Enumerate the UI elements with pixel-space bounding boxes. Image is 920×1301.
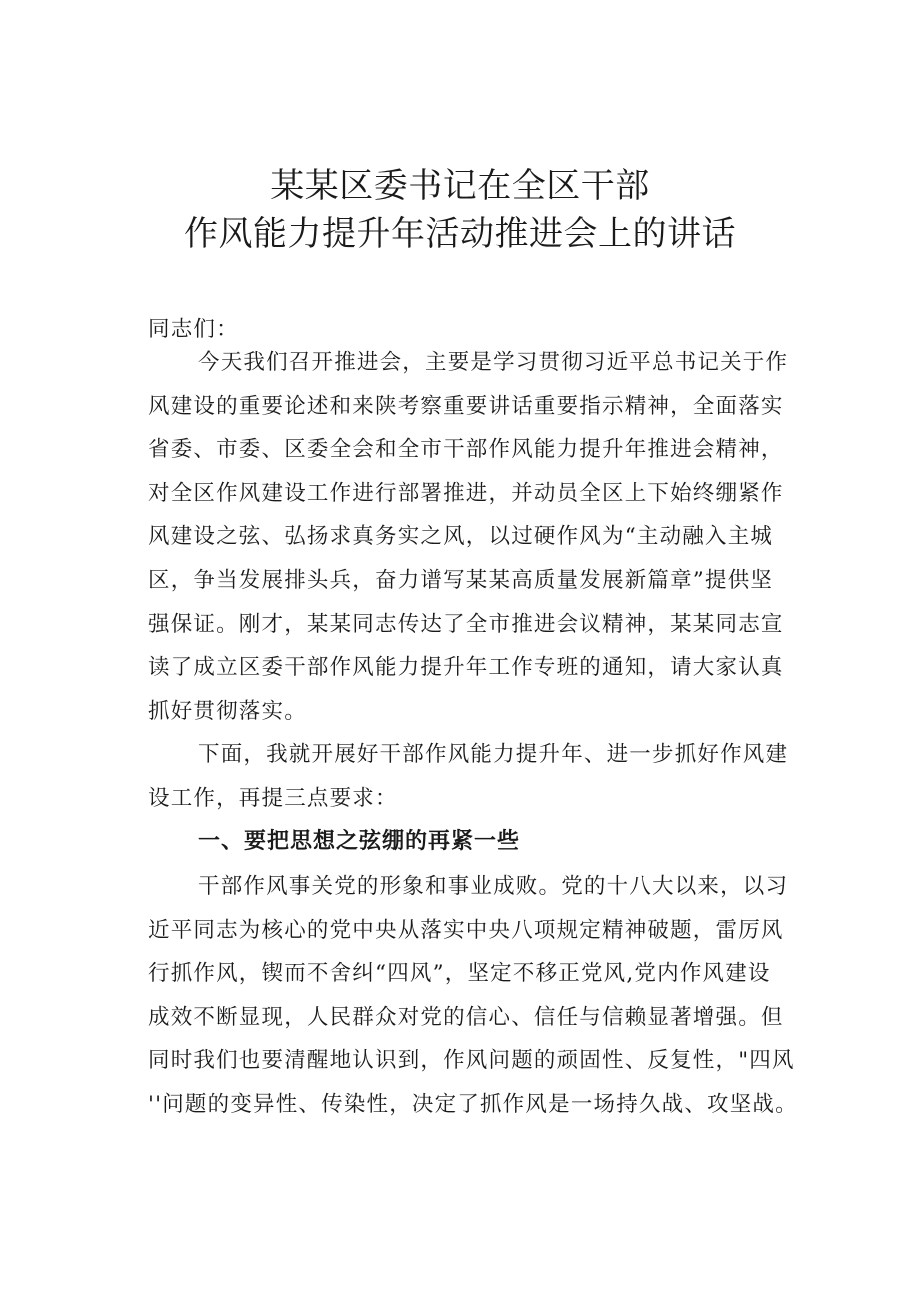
- paragraph-line: 对全区作风建设工作进行部署推进，并动员全区上下始终绷紧作: [148, 480, 784, 506]
- paragraph-line: 风建设的重要论述和来陕考察重要讲话重要指示精神，全面落实: [148, 393, 784, 419]
- paragraph-line: 下面，我就开展好干部作风能力提升年、进一步抓好作风建: [198, 742, 789, 767]
- paragraph-requirements: [148, 733, 788, 820]
- paragraph-line: 区，争当发展排头兵，奋力谱写某某高质量发展新篇章”提供坚: [148, 567, 774, 593]
- paragraph-line: 干部作风事关党的形象和事业成败。党的十八大以来，以习: [198, 874, 789, 899]
- paragraph-line: 今天我们召开推进会，主要是学习贯彻习近平总书记关于作: [198, 350, 789, 375]
- paragraph-line: 同时我们也要清醒地认识到，作风问题的顽固性、反复性，"四风: [148, 1048, 795, 1074]
- paragraph-line: 读了成立区委干部作风能力提升年工作专班的通知，请大家认真: [148, 655, 784, 681]
- section-heading-1: 一、要把思想之弦绷的再紧一些: [198, 829, 521, 854]
- document-title-line-1: 某某区委书记在全区干部: [270, 166, 650, 206]
- paragraph-line: 行抓作风，锲而不舍纠“四风”，坚定不移正党风,党内作风建设: [148, 961, 771, 987]
- paragraph-line: 近平同志为核心的党中央从落实中央八项规定精神破题，雷厉风: [148, 917, 784, 943]
- paragraph-line: ''问题的变异性、传染性，决定了抓作风是一场持久战、攻坚战。: [148, 1091, 798, 1117]
- paragraph-line: 设工作，再提三点要求：: [148, 785, 398, 811]
- paragraph-opening: [148, 341, 788, 733]
- salutation-text: 同志们：: [148, 317, 239, 342]
- paragraph-section-1: [148, 865, 798, 1127]
- paragraph-line: 风建设之弦、弘扬求真务实之风，以过硬作风为“主动融入主城: [148, 524, 774, 550]
- paragraph-line: 强保证。刚才，某某同志传达了全市推进会议精神，某某同志宣: [148, 611, 784, 637]
- document-title-line-2: 作风能力提升年活动推进会上的讲话: [184, 214, 736, 254]
- paragraph-line: 省委、市委、区委全会和全市干部作风能力提升年推进会精神，: [148, 437, 784, 463]
- paragraph-line: 抓好贯彻落实。: [148, 698, 307, 724]
- paragraph-line: 成效不断显现，人民群众对党的信心、信任与信赖显著增强。但: [148, 1004, 784, 1030]
